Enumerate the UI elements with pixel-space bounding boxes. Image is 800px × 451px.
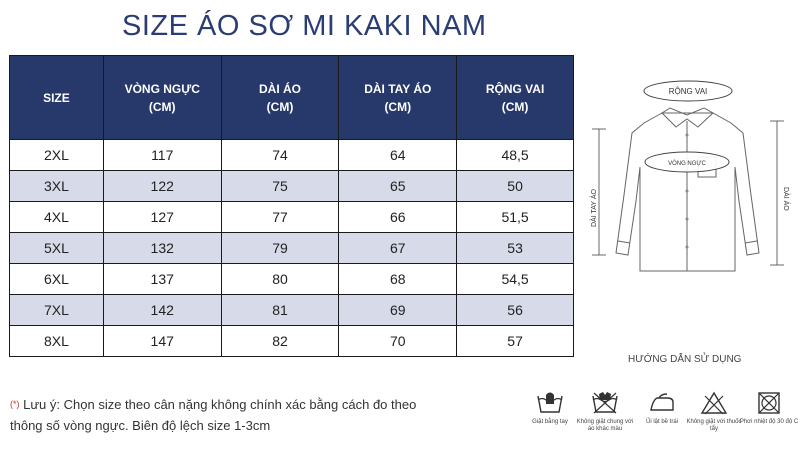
cell-length: 75 [221, 171, 339, 202]
cell-chest: 117 [103, 140, 221, 171]
note-line-2: thông số vòng ngực. Biên độ lệch size 1-3cm [10, 418, 271, 433]
cell-shoulder: 53 [457, 233, 574, 264]
cell-sleeve: 70 [339, 326, 457, 357]
cell-chest: 122 [103, 171, 221, 202]
cell-size: 7XL [10, 295, 104, 326]
shoulder-label: RỘNG VAI [668, 87, 708, 96]
cell-size: 5XL [10, 233, 104, 264]
cell-size: 8XL [10, 326, 104, 357]
cell-sleeve: 64 [339, 140, 457, 171]
shade-dry-icon [754, 390, 784, 416]
iron-icon [647, 390, 677, 416]
cell-length: 79 [221, 233, 339, 264]
cell-chest: 147 [103, 326, 221, 357]
care-hand-wash: Giặt bằng tay [520, 390, 580, 426]
no-bleach-icon [699, 390, 729, 416]
cell-chest: 127 [103, 202, 221, 233]
cell-shoulder: 51,5 [457, 202, 574, 233]
care-no-mixed-wash: Không giặt chung với áo khác màu [575, 390, 635, 433]
cell-sleeve: 69 [339, 295, 457, 326]
table-row [10, 326, 574, 357]
care-no-bleach: Không giặt với thuốc tẩy [684, 390, 744, 433]
cell-shoulder: 56 [457, 295, 574, 326]
table-row [10, 264, 574, 295]
length-arrow [770, 121, 784, 265]
chest-label: VÒNG NGỰC [668, 161, 706, 167]
sleeve-label: DÀI TAY ÁO [591, 189, 598, 227]
cell-length: 77 [221, 202, 339, 233]
length-label: DÀI ÁO [782, 187, 789, 211]
cell-chest: 142 [103, 295, 221, 326]
cell-sleeve: 65 [339, 171, 457, 202]
header-length: DÀI ÁO (CM) [221, 56, 339, 140]
cell-length: 74 [221, 140, 339, 171]
cell-shoulder: 57 [457, 326, 574, 357]
hand-wash-icon [535, 390, 565, 416]
no-mixed-wash-icon [590, 390, 620, 416]
care-iron: Ủi lật bề trái [632, 390, 692, 426]
shirt-diagram [580, 75, 795, 275]
table-row [10, 202, 574, 233]
header-chest: VÒNG NGỰC (CM) [103, 56, 221, 140]
note-marker: (*) [10, 399, 20, 409]
cell-size: 2XL [10, 140, 104, 171]
header-shoulder: RỘNG VAI (CM) [457, 56, 574, 140]
table-header-row [10, 56, 574, 140]
cell-length: 80 [221, 264, 339, 295]
cell-size: 4XL [10, 202, 104, 233]
cell-chest: 132 [103, 233, 221, 264]
cell-size: 3XL [10, 171, 104, 202]
table-row [10, 233, 574, 264]
table-row [10, 171, 574, 202]
cell-chest: 137 [103, 264, 221, 295]
header-sleeve: DÀI TAY ÁO (CM) [339, 56, 457, 140]
size-note [10, 394, 510, 436]
note-line-1: Lưu ý: Chọn size theo cân nặng không chính xác bằng cách đo theo [23, 397, 417, 412]
header-size: SIZE [10, 56, 104, 140]
cell-sleeve: 68 [339, 264, 457, 295]
cell-shoulder: 54,5 [457, 264, 574, 295]
cell-shoulder: 48,5 [457, 140, 574, 171]
usage-title: HƯỚNG DẪN SỬ DỤNG [628, 354, 742, 365]
table-row [10, 140, 574, 171]
care-shade-dry: Phơi nhiệt độ 30 độ C [739, 390, 799, 426]
page-title: SIZE ÁO SƠ MI KAKI NAM [122, 10, 487, 42]
cell-size: 6XL [10, 264, 104, 295]
cell-sleeve: 67 [339, 233, 457, 264]
table-row [10, 295, 574, 326]
cell-length: 81 [221, 295, 339, 326]
cell-sleeve: 66 [339, 202, 457, 233]
cell-length: 82 [221, 326, 339, 357]
cell-shoulder: 50 [457, 171, 574, 202]
size-table [9, 55, 574, 357]
